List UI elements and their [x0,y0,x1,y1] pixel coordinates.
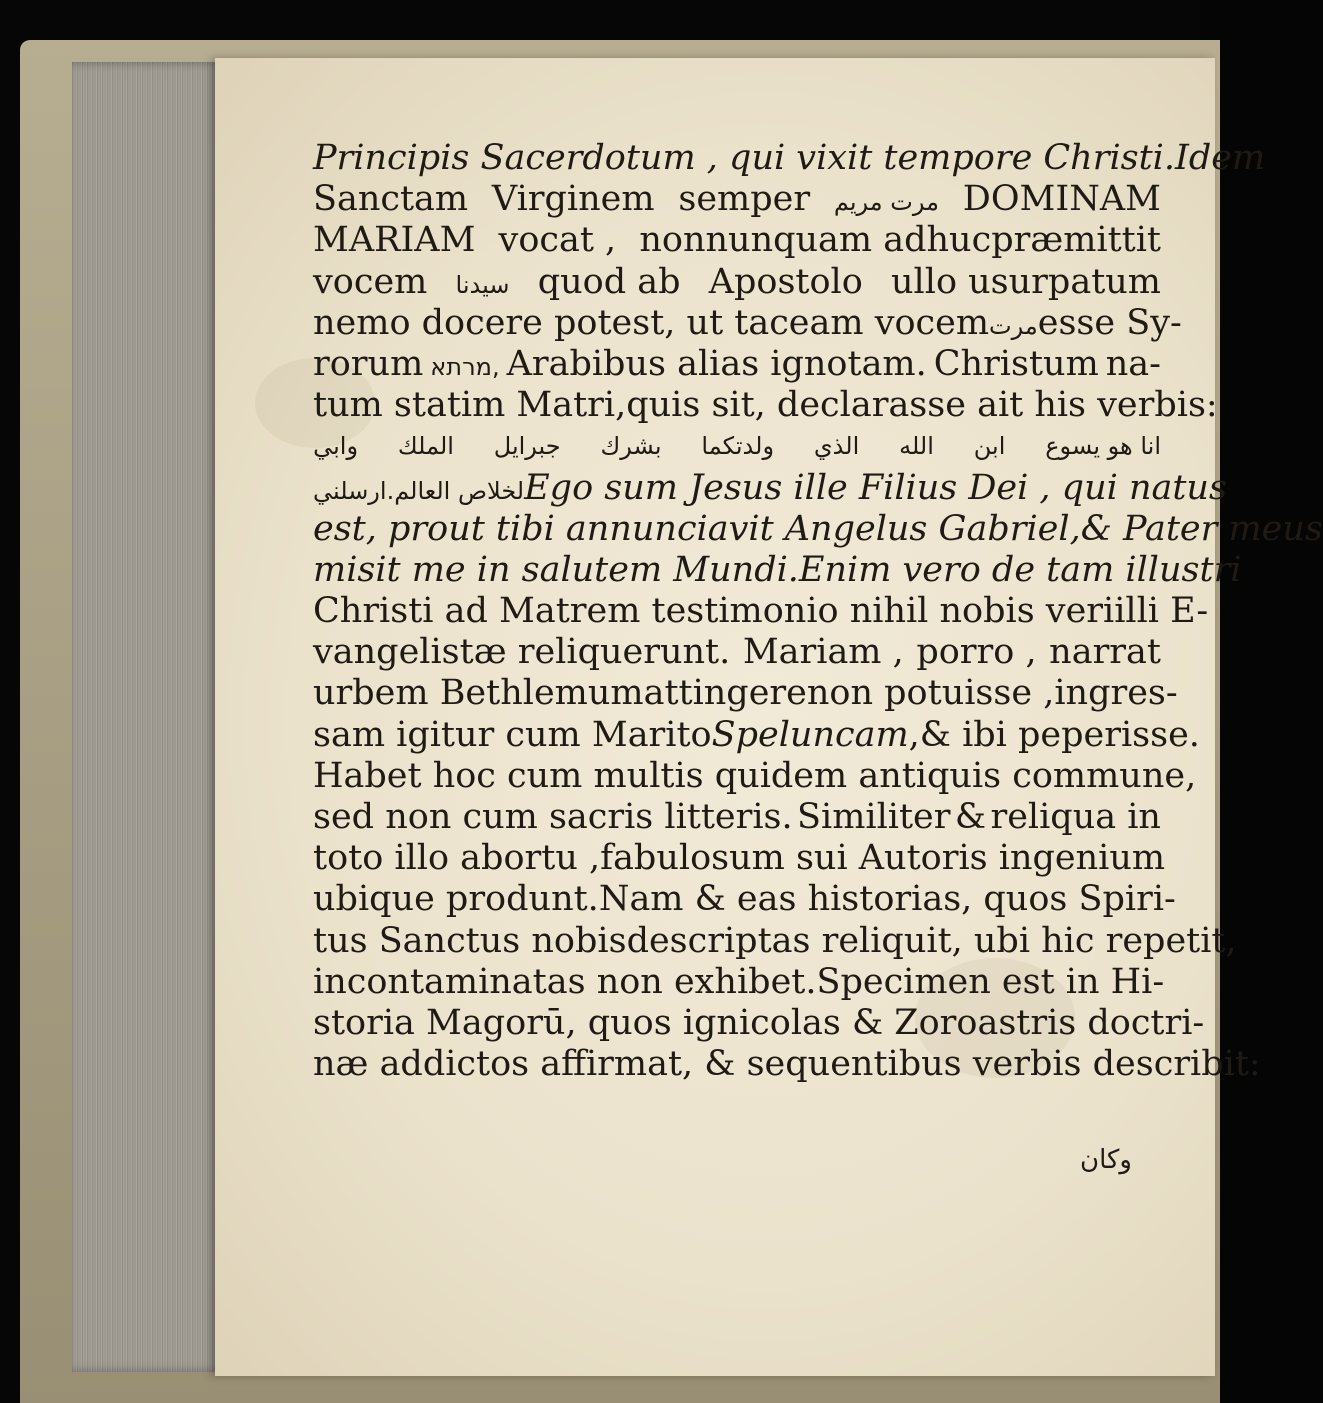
text-segment: & ibi peperisse. [919,714,1200,755]
text-line [313,262,1161,303]
text-line [313,797,1161,838]
text-line [313,467,1227,509]
text-segment: toto illo abortu , [313,838,601,879]
text-segment: Idem [1175,138,1266,178]
text-line [313,755,1197,797]
text-segment: & Pater meus [1080,508,1323,549]
text-segment: MARIAM [313,220,476,261]
text-line [313,508,1323,550]
text-segment: Enim vero de tam illustri [798,549,1242,590]
text-segment: non potuisse , [806,673,1055,714]
text-segment: Specimen est in Hi- [816,961,1165,1002]
text-segment: ubique produnt. [313,879,599,920]
text-segment: Sanctam [313,179,469,220]
text-segment: جبرايل [493,432,561,461]
text-segment: Mariam , [742,632,904,673]
text-segment: Christum [933,343,1099,384]
text-line [313,879,1176,920]
text-segment: ingres- [1054,673,1178,714]
catchword: وكان [1080,1145,1132,1175]
text-line [313,138,1266,179]
text-segment: vocem [313,261,428,302]
text-segment: ابن [973,432,1006,461]
text-line [313,838,1166,879]
text-line [313,344,1161,385]
text-segment: est, prout tibi annunciavit Angelus Gabriel [313,508,1070,549]
text-segment: Nam & eas historias, quos Spiri- [598,879,1176,920]
text-segment: Habet hoc cum multis quidem antiquis commune, [313,755,1197,796]
text-segment: vocat , [498,220,617,261]
text-segment: DOMINAM [962,179,1161,220]
text-segment: næ addictos affirmat, & sequentibus verbis describit: [313,1044,1261,1085]
text-line [313,179,1161,220]
text-segment: الملك [397,432,454,461]
text-segment: ارسلني [313,476,387,505]
text-segment: porro , [916,632,1037,673]
text-segment: attingere [643,673,807,714]
text-line [313,302,1182,344]
text-line [313,426,1161,467]
text-segment: Virginem [491,179,655,220]
text-line [313,920,1237,962]
text-segment: semper [678,179,811,220]
text-segment: Similiter [797,797,951,837]
text-segment: nonnunquam adhucpræmittit [639,220,1161,261]
text-segment: sed non cum sacris litteris. [313,797,793,837]
text-segment: sam igitur cum Marito [313,714,712,755]
text-segment: descriptas reliquit, ubi hic repetit, [626,920,1237,961]
text-segment: incontaminatas non exhibet. [313,961,817,1002]
text-segment: vangelistæ reliquerunt. [313,632,731,673]
text-segment: misit me in salutem Mundi. [313,549,799,590]
text-segment: الله [899,432,934,461]
page-edges [72,62,222,1372]
text-segment: illi E- [1114,591,1209,632]
text-segment: Arabibus alias ignotam. [506,343,927,384]
text-segment: بشرك [600,432,662,461]
text-segment: , [908,714,920,755]
text-line [313,632,1161,673]
text-segment: Ego sum Jesus ille Filius Dei , qui natus [524,467,1227,508]
text-segment: quod ab [537,261,681,302]
text-segment: fabulosum sui Autoris ingenium [600,838,1166,879]
page-text [313,138,1323,1085]
text-segment: الذي [813,432,860,461]
text-segment: , [615,385,627,426]
text-segment: & [954,797,987,837]
text-line [313,591,1209,632]
text-line [313,1044,1261,1085]
text-segment: مرت مريم [833,188,939,217]
text-segment: esse Sy- [1037,302,1182,343]
text-segment: tum statim Matri [313,385,616,426]
text-segment: quis sit, declarasse ait his verbis: [626,385,1218,426]
text-segment: وابي [313,432,359,461]
text-segment: سيدنا [455,270,510,299]
text-segment: ullo usurpatum [891,261,1161,302]
text-line [313,714,1200,756]
text-line [313,385,1218,426]
text-line [313,549,1242,591]
text-segment: Principis Sacerdotum , qui vixit tempore Christi. [313,138,1175,178]
text-segment: na- [1105,343,1161,384]
text-segment: انا هو يسوع [1045,432,1161,461]
text-segment: لخلاص العالم. [386,476,525,505]
text-segment: urbem Bethlemum [313,673,644,714]
text-segment: narrat [1049,632,1161,673]
text-segment: Speluncam [711,714,909,755]
text-segment: reliqua in [990,797,1161,837]
text-segment: Apostolo [708,261,863,302]
text-segment: ولدتكما [701,432,775,461]
text-segment: tus Sanctus nobis [313,920,627,961]
text-segment: , [1069,508,1081,549]
text-line [313,220,1161,261]
text-line [313,1002,1205,1044]
text-segment: Christi ad Matrem testimonio nihil nobis veri [313,591,1115,632]
text-segment: מרתא, [430,352,500,381]
text-segment: nemo docere potest, ut taceam vocem [313,302,990,343]
text-segment: storia Magorū, quos ignicolas & Zoroastris doctri- [313,1002,1205,1043]
text-segment: مرت [989,311,1038,340]
text-line [313,673,1178,714]
text-segment: rorum [313,343,424,384]
text-line [313,961,1165,1003]
